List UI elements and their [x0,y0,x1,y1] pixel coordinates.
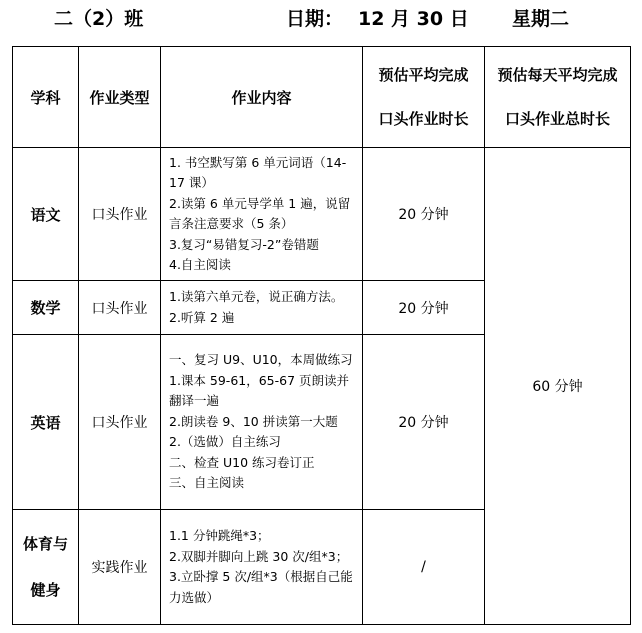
weekday: 星期二 [512,8,570,30]
subject-line: 体育与 [22,535,68,553]
content-line: 一、复习 U9、U10，本周做练习 [169,352,353,368]
minutes-cell: 20 分钟 [363,148,485,281]
subject-line: 健身 [30,581,61,599]
content-line: 1.1 分钟跳绳*3； [169,528,270,543]
content-cell [161,335,363,510]
minutes-cell: 20 分钟 [363,335,485,510]
class-name: 二（2）班 [54,8,144,30]
col-header-daily-line2: 口头作业总时长 [504,110,610,128]
col-header-avg-time [363,47,485,148]
type-cell: 口头作业 [79,148,161,281]
content-cell [161,281,363,335]
content-line: 2.听算 2 遍 [169,309,235,325]
col-header-content: 作业内容 [161,47,363,148]
table-row [13,148,631,281]
date-label: 日期： [286,8,344,30]
content-line: 2.朗读卷 9、10 拼读第一大题 [169,413,338,429]
content-line: 1.课本 59-61，65-67 页朗读并翻译一遍 [169,372,350,409]
minutes-cell: 20 分钟 [363,281,485,335]
content-line: 1. 书空默写第 6 单元词语（14-17 课） [169,154,347,190]
content-line: 三、自主阅读 [169,475,245,491]
subject-cell: 语文 [13,148,79,281]
subject-cell [13,510,79,625]
content-line: 4.自主阅读 [169,257,231,272]
minutes-cell: / [363,510,485,625]
type-cell: 实践作业 [79,510,161,625]
content-cell [161,148,363,281]
content-line: 2.读第 6 单元导学单 1 遍，说留言条注意要求（5 条） [169,195,351,231]
content-line: 1.读第六单元卷，说正确方法。 [169,289,344,304]
subject-cell: 数学 [13,281,79,335]
type-cell: 口头作业 [79,281,161,335]
homework-table [12,46,631,625]
table-header-row [13,47,631,148]
col-header-avg-line1: 预估平均完成 [378,66,469,84]
type-cell: 口头作业 [79,335,161,510]
col-header-daily-total [485,47,631,148]
content-line: 2.双脚并脚向上跳 30 次/组*3； [169,548,349,564]
col-header-avg-line2: 口头作业时长 [378,110,469,128]
content-line: 3.复习“易错复习-2”卷错题 [169,236,319,252]
col-header-daily-line1: 预估每天平均完成 [497,66,618,84]
content-line: 二、检查 U10 练习卷订正 [169,454,315,470]
content-line: 3.立卧撑 5 次/组*3（根据自己能力选做） [169,569,353,605]
col-header-subject: 学科 [13,47,79,148]
content-cell [161,510,363,625]
page-header [0,4,642,34]
col-header-type: 作业类型 [79,47,161,148]
date-value: 12 月 30 日 [358,8,469,30]
daily-total-cell: 60 分钟 [485,148,631,625]
subject-cell: 英语 [13,335,79,510]
content-line: 2.（选做）自主练习 [169,434,281,450]
